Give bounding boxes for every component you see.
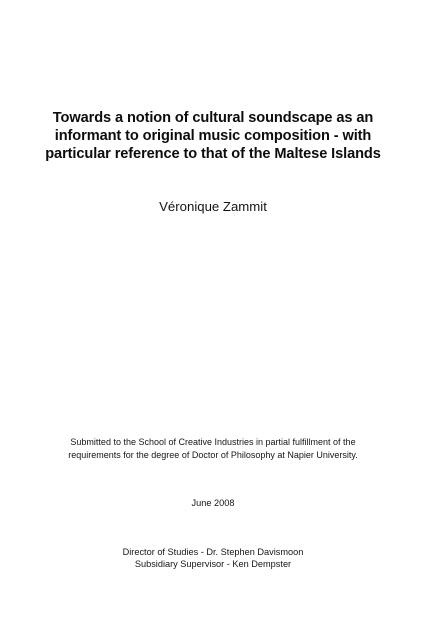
author-name: Véronique Zammit [159, 199, 267, 214]
thesis-title-line-3: particular reference to that of the Maltese Islands [45, 146, 381, 162]
submission-date: June 2008 [191, 498, 235, 508]
subsidiary-supervisor: Subsidiary Supervisor - Ken Dempster [134, 559, 292, 569]
submission-statement-line-1: Submitted to the School of Creative Industries in partial fulfillment of the [70, 437, 356, 447]
thesis-title-line-1: Towards a notion of cultural soundscape as an [52, 110, 374, 126]
submission-statement-line-2: requirements for the degree of Doctor of Philosophy at Napier University. [68, 450, 358, 460]
director-of-studies: Director of Studies - Dr. Stephen Davismoon [122, 547, 304, 557]
thesis-title-line-2: informant to original music composition - with [54, 128, 372, 144]
